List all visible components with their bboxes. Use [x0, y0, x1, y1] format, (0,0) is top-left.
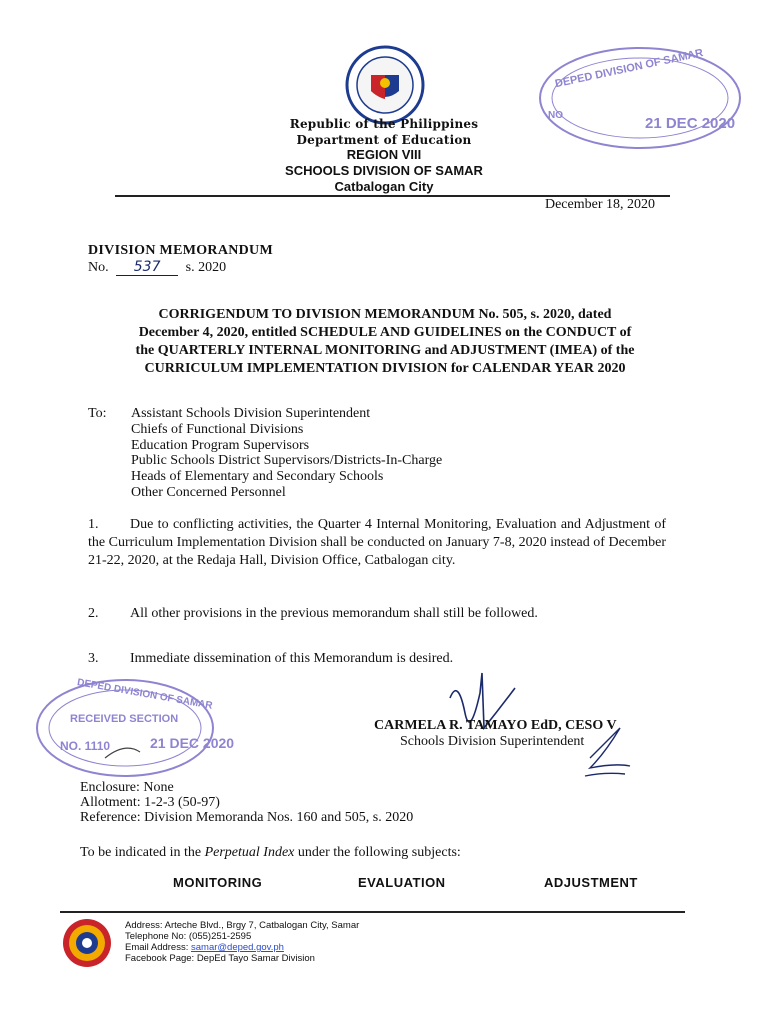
memo-subject — [80, 306, 690, 378]
stamp-top-date: 21 DEC 2020 — [645, 115, 736, 132]
memo-title: DIVISION MEMORANDUM — [88, 243, 273, 258]
footer-address: Address: Arteche Blvd., Brgy 7, Catbalogan City, Samar — [125, 920, 360, 931]
paragraph-text: Immediate dissemination of this Memorandum is desired. — [130, 651, 454, 666]
region-line: REGION VIII — [346, 147, 422, 162]
subject-line: CORRIGENDUM TO DIVISION MEMORANDUM No. 505, s. 2020, dated — [158, 307, 612, 322]
allotment-line: Allotment: 1-2-3 (50-97) — [80, 795, 220, 810]
stamp-bottom-received: RECEIVED SECTION — [70, 713, 179, 725]
recipient-item: Assistant Schools Division Superintendent — [131, 406, 371, 421]
footer-divider — [60, 911, 685, 913]
footer-facebook: Facebook Page: DepEd Tayo Samar Division — [125, 953, 315, 964]
recipient-item: Heads of Elementary and Secondary Schools — [131, 469, 384, 485]
paragraph-number: 2. — [88, 606, 99, 621]
subject-line: the QUARTERLY INTERNAL MONITORING and ADJUSTMENT (IMEA) of the — [135, 343, 635, 358]
deped-seal-icon — [345, 45, 425, 125]
paragraph-1 — [88, 516, 666, 570]
perpetual-suffix: under the following subjects: — [294, 845, 461, 860]
stamp-bottom-line: DEPED DIVISION OF SAMAR — [76, 677, 214, 712]
perpetual-italic: Perpetual Index — [204, 845, 295, 860]
stamp-top-line: DEPED DIVISION OF SAMAR — [554, 47, 705, 91]
enclosure-line: Enclosure: None — [80, 780, 174, 795]
signatory-title: Schools Division Superintendent — [400, 734, 585, 749]
memo-series: s. 2020 — [185, 260, 227, 275]
received-stamp-top — [530, 40, 755, 160]
memo-number: 537 — [116, 259, 178, 276]
memo-date: December 18, 2020 — [544, 197, 655, 212]
paragraph-3 — [88, 650, 666, 668]
stamp-bottom-date: 21 DEC 2020 — [150, 735, 235, 751]
subject-line: CURRICULUM IMPLEMENTATION DIVISION for CALENDAR YEAR 2020 — [144, 361, 626, 376]
recipient-item: Public Schools District Supervisors/Districts-In-Charge — [131, 453, 443, 469]
paragraph-number: 1. — [88, 517, 99, 532]
perpetual-prefix: To be indicated in the — [80, 845, 205, 860]
division-line: SCHOOLS DIVISION OF SAMAR — [285, 163, 483, 178]
memo-no-prefix: No. — [88, 260, 109, 275]
signatory-name: CARMELA R. TAMAYO EdD, CESO V — [374, 718, 617, 733]
subject-tag: ADJUSTMENT — [544, 875, 638, 890]
reference-line: Reference: Division Memoranda Nos. 160 and 505, s. 2020 — [80, 810, 414, 825]
department-line: Department of Education — [296, 133, 472, 147]
footer-email-line — [125, 942, 359, 953]
received-stamp-bottom — [30, 672, 270, 792]
recipient-item: Other Concerned Personnel — [131, 484, 286, 500]
paragraph-text: All other provisions in the previous memorandum shall still be followed. — [130, 606, 538, 621]
to-label: To: — [88, 406, 107, 421]
footer-contact — [125, 920, 359, 964]
division-logo-icon — [62, 918, 112, 968]
enclosure-block — [80, 780, 413, 825]
footer-telephone: Telephone No: (055)251-2595 — [125, 931, 252, 942]
recipient-item: Chiefs of Functional Divisions — [131, 421, 304, 437]
stamp-bottom-no: NO. 1110 — [60, 739, 111, 753]
subject-tag: MONITORING — [173, 875, 263, 890]
paragraph-text: Due to conflicting activities, the Quarter 4 Internal Monitoring, Evaluation and Adjustment of the Curriculum Implementation Division shall be conducted on January 7-8, 2020 instead of December 21-22, 2020, at the Redaja Hall, Division Office, Catbalogan city. — [88, 517, 666, 568]
subject-tag: EVALUATION — [358, 875, 446, 890]
paragraph-2 — [88, 605, 666, 623]
stamp-top-no: NO — [548, 110, 563, 121]
email-label: Email Address: — [125, 942, 191, 953]
city-line: Catbalogan City — [334, 179, 434, 194]
paragraph-number: 3. — [88, 651, 99, 666]
memo-number-line — [88, 259, 226, 276]
email-link[interactable]: samar@deped.gov.ph — [191, 942, 284, 953]
recipient-item: Education Program Supervisors — [131, 437, 310, 453]
perpetual-index-line — [80, 845, 461, 861]
republic-line: Republic of the Philippines — [289, 117, 479, 131]
subject-line: December 4, 2020, entitled SCHEDULE AND GUIDELINES on the CONDUCT of — [138, 325, 632, 340]
recipient-list — [131, 406, 442, 501]
